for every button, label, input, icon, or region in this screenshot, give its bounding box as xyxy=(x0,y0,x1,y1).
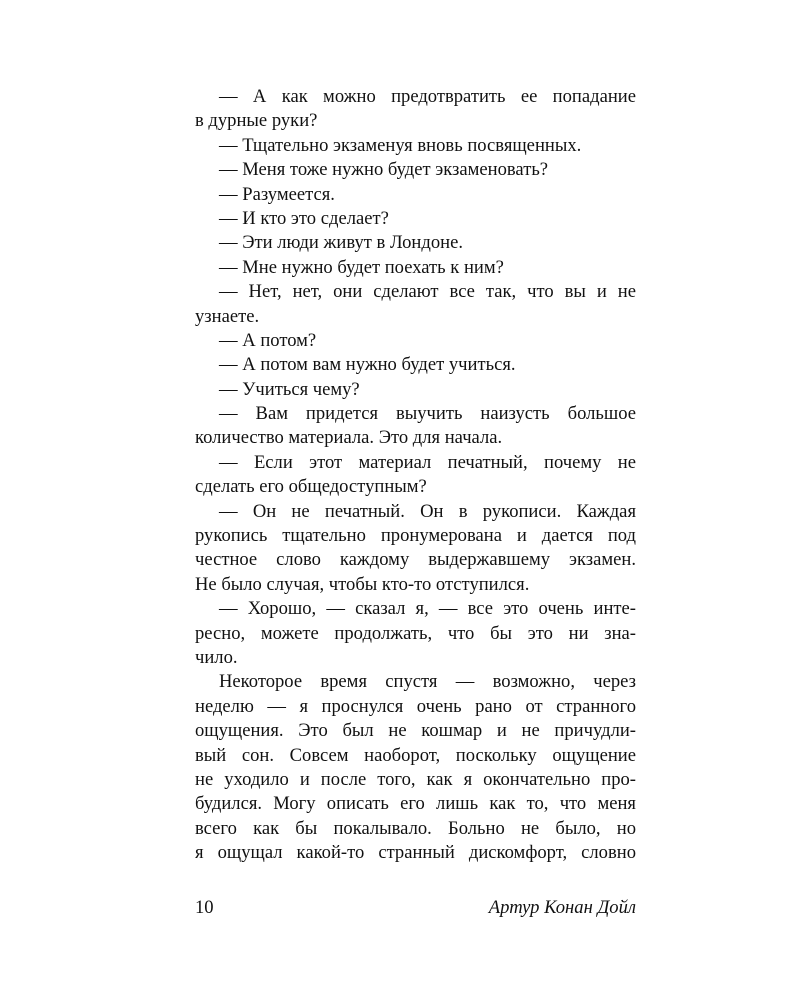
text-line: будился. Могу описать его лишь как то, что меня xyxy=(195,793,636,815)
text-line: Некоторое время спустя — возможно, через xyxy=(219,671,636,693)
text-line: сделать его общедоступным? xyxy=(195,476,427,498)
text-line: всего как бы покалывало. Больно не было, но xyxy=(195,817,636,839)
text-line: — Вам придется выучить наизусть большое xyxy=(219,403,636,425)
text-line: — А потом вам нужно будет учиться. xyxy=(219,354,516,376)
text-line: узнаете. xyxy=(195,305,260,327)
text-line: — Тщательно экзаменуя вновь посвященных. xyxy=(219,134,582,156)
text-line: — Учиться чему? xyxy=(219,378,360,400)
text-line: — Он не печатный. Он в рукописи. Каждая xyxy=(219,500,636,522)
text-line: — Нет, нет, они сделают все так, что вы и не xyxy=(219,281,636,303)
text-line: Не было случая, чтобы кто-то отступился. xyxy=(195,573,530,595)
text-line: честное слово каждому выдержавшему экзамен. xyxy=(195,549,636,571)
text-line: — Хорошо, — сказал я, — все это очень инте- xyxy=(219,598,636,620)
text-line: — Если этот материал печатный, почему не xyxy=(219,451,636,473)
text-line: — Разумеется. xyxy=(219,183,335,205)
text-line: — Эти люди живут в Лондоне. xyxy=(219,232,463,254)
text-line: неделю — я проснулся очень рано от странного xyxy=(195,695,636,717)
text-line: в дурные руки? xyxy=(195,110,318,132)
text-line: ощущения. Это был не кошмар и не причудли- xyxy=(195,720,636,742)
running-author: Артур Конан Дойл xyxy=(488,897,636,918)
body-text xyxy=(195,85,636,866)
text-line: — А как можно предотвратить ее попадание xyxy=(219,86,636,107)
text-line: не уходило и после того, как я окончательно про- xyxy=(195,768,636,790)
text-line: я ощущал какой-то странный дискомфорт, словно xyxy=(195,842,636,864)
text-line: рукопись тщательно пронумерована и дается под xyxy=(195,525,636,547)
text-line: чило. xyxy=(195,646,238,668)
text-line: — А потом? xyxy=(219,329,317,351)
text-line: — И кто это сделает? xyxy=(219,207,389,229)
text-line: вый сон. Совсем наоборот, поскольку ощущение xyxy=(195,744,636,766)
text-line: — Мне нужно будет поехать к ним? xyxy=(219,256,504,278)
page-footer xyxy=(195,896,636,920)
text-line: ресно, можете продолжать, что бы это ни зна- xyxy=(195,622,636,644)
page-number: 10 xyxy=(195,897,214,918)
text-line: — Меня тоже нужно будет экзаменовать? xyxy=(219,159,549,181)
text-line: количество материала. Это для начала. xyxy=(195,427,503,449)
